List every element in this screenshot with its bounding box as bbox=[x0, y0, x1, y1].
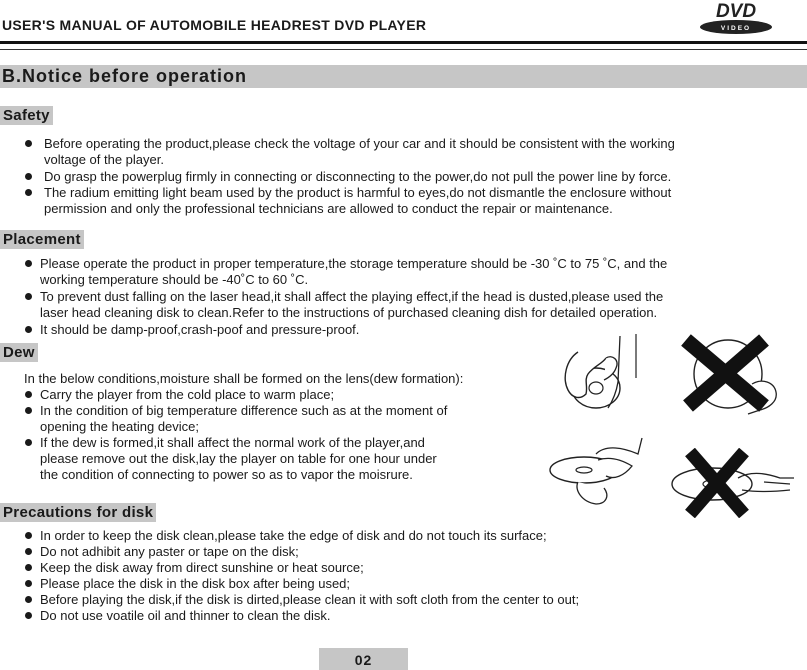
bullet-icon bbox=[25, 173, 32, 180]
header-rule-thin bbox=[0, 49, 807, 50]
precaution-line: Do not use voatile oil and thinner to clean the disk. bbox=[40, 608, 331, 623]
precautions-heading: Precautions for disk bbox=[0, 503, 156, 522]
correct-disk-holding-illustration bbox=[558, 330, 648, 420]
precaution-line: Keep the disk away from direct sunshine or heat source; bbox=[40, 560, 364, 575]
placement-line: It should be damp-proof,crash-poof and pressure-proof. bbox=[40, 322, 360, 337]
bullet-icon bbox=[25, 612, 32, 619]
logo-text: DVD bbox=[715, 1, 757, 22]
dew-intro: In the below conditions,moisture shall be formed on the lens(dew formation): bbox=[24, 371, 464, 386]
dew-line: Carry the player from the cold place to warm place; bbox=[40, 387, 335, 402]
bullet-icon bbox=[25, 532, 32, 539]
precaution-line: Do not adhibit any paster or tape on the disk; bbox=[40, 544, 299, 559]
dvd-video-logo bbox=[697, 0, 775, 36]
manual-title: USER'S MANUAL OF AUTOMOBILE HEADREST DVD PLAYER bbox=[2, 17, 427, 33]
dew-line: If the dew is formed,it shall affect the normal work of the player,and bbox=[40, 435, 425, 450]
page-number-tab bbox=[319, 648, 408, 670]
bullet-icon bbox=[25, 564, 32, 571]
placement-line: Please operate the product in proper temperature,the storage temperature should be -30 ˚C to 75 ˚C, and the bbox=[40, 256, 668, 271]
safety-line: permission and only the professional technicians are allowed to conduct the repair or maintenance. bbox=[44, 201, 613, 216]
bullet-icon bbox=[25, 391, 32, 398]
placement-line: working temperature should be -40˚C to 60 ˚C. bbox=[40, 272, 309, 287]
safety-line: Before operating the product,please check the voltage of your car and it should be consistent with the working bbox=[44, 136, 675, 151]
precaution-line: Before playing the disk,if the disk is dirted,please clean it with soft cloth from the center to out; bbox=[40, 592, 580, 607]
header-rule-thick bbox=[0, 41, 807, 44]
dew-line: please remove out the disk,lay the player on table for one hour under bbox=[40, 451, 437, 466]
dew-heading: Dew bbox=[0, 343, 38, 362]
bullet-icon bbox=[25, 596, 32, 603]
page-number: 02 bbox=[354, 652, 373, 668]
bullet-icon bbox=[25, 140, 32, 147]
dew-line: the condition of connecting to power so as to vapor the moisrure. bbox=[40, 467, 413, 482]
safety-line: voltage of the player. bbox=[44, 152, 164, 167]
logo-subtext: VIDEO bbox=[720, 25, 752, 32]
bullet-icon bbox=[25, 439, 32, 446]
safety-line: Do grasp the powerplug firmly in connecting or disconnecting to the power,do not pull the power line by force. bbox=[44, 169, 672, 184]
bullet-icon bbox=[25, 548, 32, 555]
bullet-icon bbox=[25, 326, 32, 333]
incorrect-disk-surface-illustration bbox=[668, 448, 798, 518]
bullet-icon bbox=[25, 293, 32, 300]
incorrect-disk-holding-illustration bbox=[680, 334, 780, 424]
bullet-icon bbox=[25, 407, 32, 414]
placement-line: laser head cleaning disk to clean.Refer to the instructions of purchased cleaning dish for detailed operation. bbox=[40, 305, 658, 320]
safety-line: The radium emitting light beam used by the product is harmful to eyes,do not dismantle the enclosure without bbox=[44, 185, 672, 200]
placement-line: To prevent dust falling on the laser head,it shall affect the playing effect,if the head is dusted,please used the bbox=[40, 289, 664, 304]
precaution-line: Please place the disk in the disk box after being used; bbox=[40, 576, 351, 591]
safety-heading: Safety bbox=[0, 106, 53, 125]
placement-heading: Placement bbox=[0, 230, 84, 249]
section-title: B.Notice before operation bbox=[2, 66, 248, 86]
dew-line: opening the heating device; bbox=[40, 419, 200, 434]
bullet-icon bbox=[25, 260, 32, 267]
bullet-icon bbox=[25, 580, 32, 587]
precaution-line: In order to keep the disk clean,please take the edge of disk and do not touch its surface; bbox=[40, 528, 547, 543]
section-title-band bbox=[0, 65, 807, 88]
dew-line: In the condition of big temperature difference such as at the moment of bbox=[40, 403, 448, 418]
correct-disk-edge-illustration bbox=[548, 430, 648, 510]
bullet-icon bbox=[25, 189, 32, 196]
